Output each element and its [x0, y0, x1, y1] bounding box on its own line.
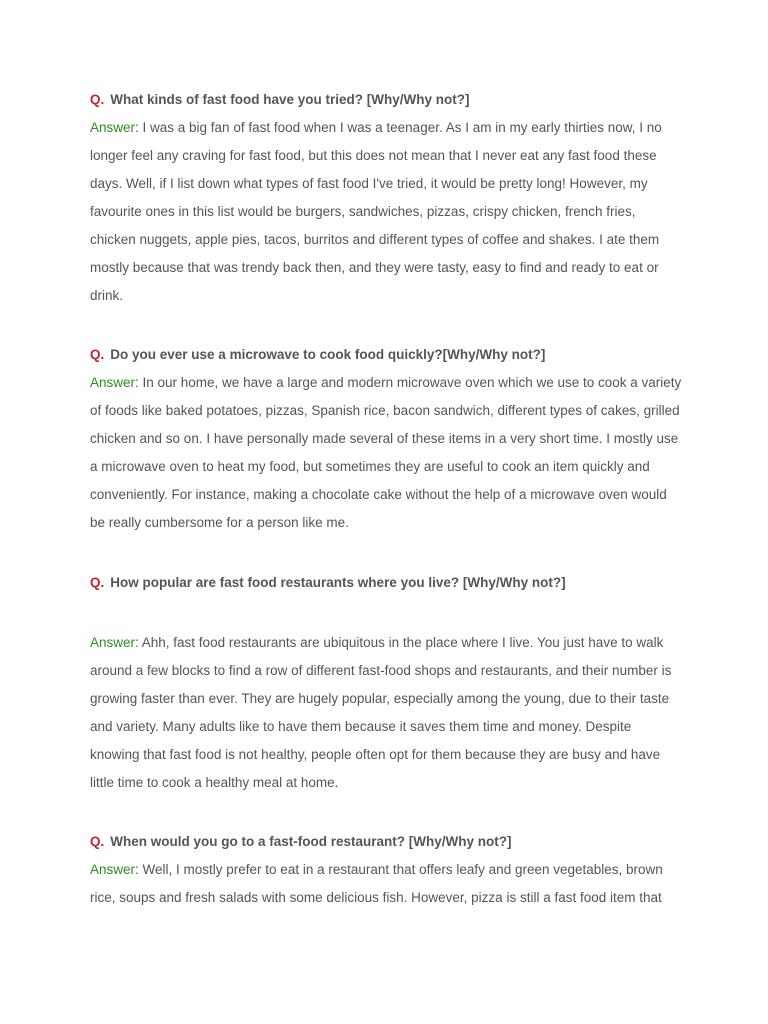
question-marker: Q. [90, 92, 105, 107]
qa-block-3 [90, 569, 682, 797]
answer-4 [90, 856, 682, 912]
question-marker: Q. [90, 575, 105, 590]
qa-block-2 [90, 341, 682, 537]
answer-marker: Answer [90, 635, 136, 650]
answer-2 [90, 369, 682, 537]
answer-3 [90, 629, 682, 797]
question-text: What kinds of fast food have you tried? [Why/Why not?] [110, 92, 470, 107]
question-marker: Q. [90, 347, 105, 362]
question-text: When would you go to a fast-food restaurant? [Why/Why not?] [110, 834, 512, 849]
question-text: Do you ever use a microwave to cook food quickly?[Why/Why not?] [110, 347, 546, 362]
question-1 [90, 86, 682, 114]
answer-1 [90, 114, 682, 310]
qa-block-4 [90, 828, 682, 912]
answer-text: : Ahh, fast food restaurants are ubiquitous in the place where I live. You just have to walk around a few blocks to find a row of different fast-food shops and restaurants, and their number is growing faster than ever. They are hugely popular, especially among the young, due to their taste and variety. Many adults like to have them because it saves them time and money. Despite knowing that fast food is not healthy, people often opt for them because they are busy and have little time to cook a healthy meal at home. [90, 635, 672, 790]
question-3 [90, 569, 682, 597]
qa-block-1 [90, 86, 682, 310]
question-2 [90, 341, 682, 369]
answer-text: : I was a big fan of fast food when I was a teenager. As I am in my early thirties now, I no longer feel any craving for fast food, but this does not mean that I never eat any fast food these days. Well, if I list down what types of fast food I've tried, it would be pretty long! However, my favourite ones in this list would be burgers, sandwiches, pizzas, crispy chicken, french fries, chicken nuggets, apple pies, tacos, burritos and different types of coffee and shakes. I ate them mostly because that was trendy back then, and they were tasty, easy to find and ready to eat or drink. [90, 120, 662, 303]
question-text: How popular are fast food restaurants where you live? [Why/Why not?] [110, 575, 566, 590]
answer-marker: Answer [90, 120, 136, 135]
question-marker: Q. [90, 834, 105, 849]
answer-text: : Well, I mostly prefer to eat in a restaurant that offers leafy and green vegetables, brown rice, soups and fresh salads with some delicious fish. However, pizza is still a fast food item that [90, 862, 663, 905]
answer-marker: Answer [90, 375, 136, 390]
answer-marker: Answer [90, 862, 136, 877]
question-4 [90, 828, 682, 856]
answer-text: : In our home, we have a large and modern microwave oven which we use to cook a variety of foods like baked potatoes, pizzas, Spanish rice, bacon sandwich, different types of cakes, grilled chicken and so on. I have personally made several of these items in a very short time. I mostly use a microwave oven to heat my food, but sometimes they are useful to cook an item quickly and conveniently. For instance, making a chocolate cake without the help of a microwave oven would be really cumbersome for a person like me. [90, 375, 682, 530]
